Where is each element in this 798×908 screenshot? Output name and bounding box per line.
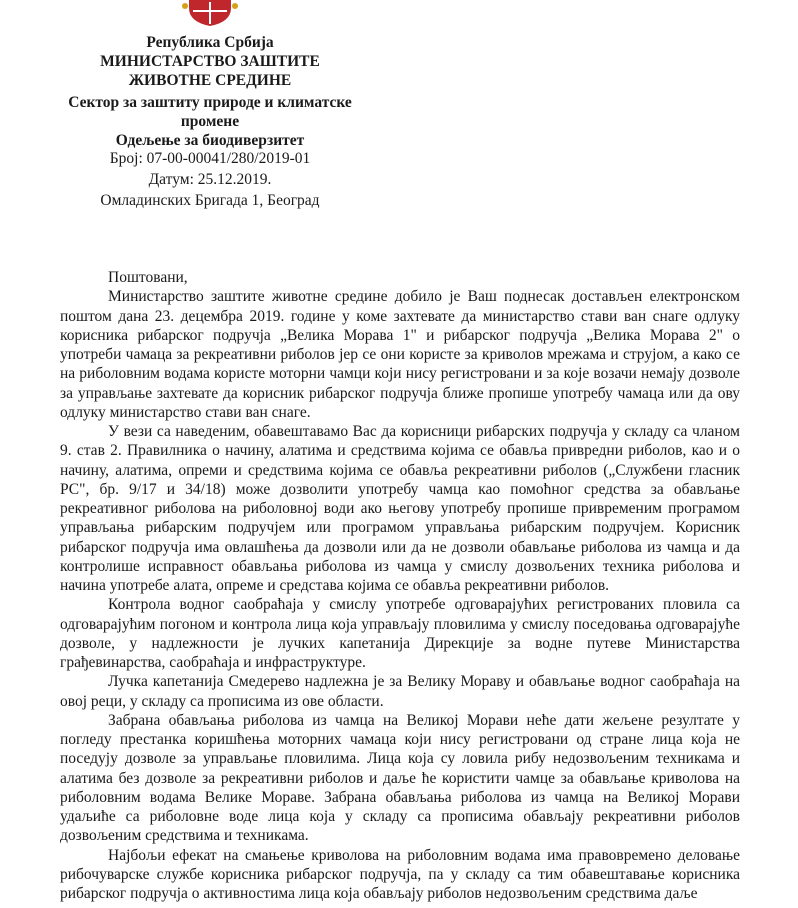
department-name: Одељење за биодиверзитет xyxy=(115,132,305,149)
ministry-address: Омладинских Бригада 1, Београд xyxy=(100,192,320,209)
sector-name-line2: промене xyxy=(180,113,240,130)
letter-paragraph-3: Контрола водног саобраћаја у смислу употребе одговарајућих регистрованих пловила са одговарајућим погоном и контрола лица која управљају пловилима у смислу поседовања одговарајуће дозволе, у надлежности је лучких капетанија Дирекције за водне путеве Министарства грађевинарства, саобраћаја и инфраструктуре. xyxy=(60,596,740,671)
letter-paragraph-4: Лучка капетанија Смедерево надлежна је за Велику Мораву и обављање водног саобраћаја на овој реци, у складу са прописима из ове области. xyxy=(60,673,740,710)
ministry-name-line1: МИНИСТАРСТВО ЗАШТИТЕ xyxy=(100,53,320,70)
letter-paragraph-5: Забрана обављања риболова из чамца на Великој Морави неће дати жељене резултате у погледу престанка коришћења моторних чамаца који нису регистровани од стране лица која не поседују дозволе за управљање пловилима. Лица која су ловила рибу недозвољеним техникама и алатима без дозволе за рекреативни риболов и даље ће користити чамце за обављање криволова на риболовним водама Велике Мораве. Забрана обављања риболова из чамца на Великој Морави удаљиће са риболовне воде лица која у складу са прописима обављају рекреативни риболов дозвољеним средствима и техникама. xyxy=(60,711,740,845)
serbian-coat-of-arms-icon xyxy=(181,0,239,26)
ministry-name-line2: ЖИВОТНЕ СРЕДИНЕ xyxy=(128,72,292,89)
letter-body xyxy=(60,268,740,903)
republic-name: Република Србија xyxy=(146,34,274,51)
letter-paragraph-6: Најбољи ефекат на смањење криволова на риболовним водама има правовремено деловање рибочуварске службе корисника рибарског подручја, па у складу са тим обавештавање корисника рибарског подручја о активностима лица која обављају риболов недозвољеним средствима даље xyxy=(60,846,740,902)
letter-greeting: Поштовани, xyxy=(108,269,188,286)
document-date: Датум: 25.12.2019. xyxy=(148,171,272,188)
letter-paragraph-2: У вези са наведеним, обавештавамо Вас да корисници рибарских подручја у складу са чланом 9. став 2. Правилника о начину, алатима и средствима којима се обавља привредни риболов, као и о начину, алатима, опреми и средствима којима се обавља рекреативни риболов („Службени гласник РС", бр. 9/17 и 34/18) може дозволити употребу чамца као помоћног средства за обављање рекреативног риболова на риболовној води ако његову употребу пропише привременим програмом управљања рибарским подручјем или програмом управљања рибарским подручјем. Корисник рибарског подручја има овлашћења да дозволи или да не дозволи обављање риболова из чамца и да контролише исправност обављања риболова из чамца у смислу дозвољених техника риболова и начина употребе алата, опреме и средстава којима се обавља рекреативни риболов. xyxy=(60,423,740,594)
document-number: Број: 07-00-00041/280/2019-01 xyxy=(109,150,311,167)
letter-paragraph-1: Министарство заштите животне средине добило је Ваш поднесак достављен електронском поштом дана 23. децембра 2019. године у коме захтевате да министарство стави ван снаге одлуку корисника рибарског подручја „Велика Морава 1" и рибарског подручја „Велика Морава 2" о употреби чамаца за рекреативни риболов јер се они користе за криволов мрежама и струјом, а како се на риболовним водама користе моторни чамци који нису регистровани и за које возачи немају дозволе за управљање захтевате да корисник рибарског подручја ближе пропише употребу чамаца или да ову одлуку министарство стави ван снаге. xyxy=(60,288,740,421)
sector-name-line1: Сектор за заштиту природе и климатске xyxy=(68,94,352,111)
